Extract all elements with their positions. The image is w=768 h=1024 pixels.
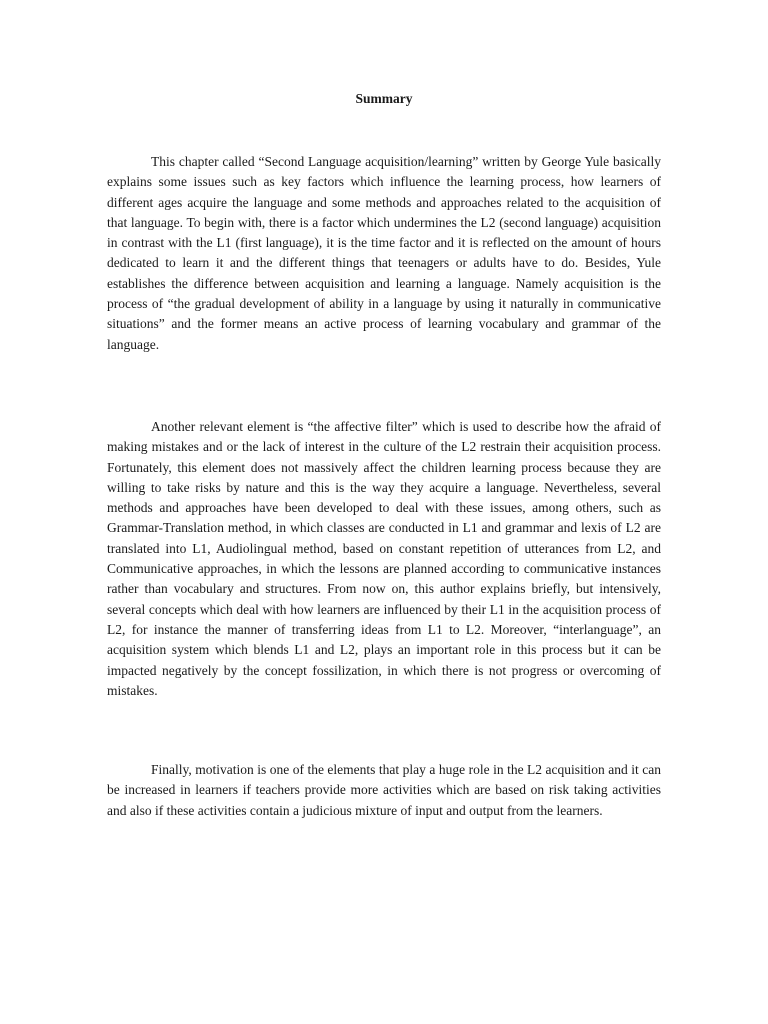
paragraph-affective-filter: Another relevant element is “the affective filter” which is used to describe how the afraid of making mistakes and or the lack of interest in the culture of the L2 restrain their acquisition process. Fortunately, this element does not massively affect the children learning process because they are willing to take risks by nature and this is the way they acquire a language. Nevertheless, several methods and approaches have been developed to deal with these issues, among others, such as Grammar-Translation method, in which classes are conducted in L1 and grammar and lexis of L2 are translated into L1, Audiolingual method, based on constant repetition of utterances from L2, and Communicative approaches, in which the lessons are planned according to communicative instances rather than vocabulary and structures. From now on, this author explains briefly, but intensively, several concepts which deal with how learners are influenced by their L1 in the acquisition process of L2, for instance the manner of transferring ideas from L1 to L2. Moreover, “interlanguage”, an acquisition system which blends L1 and L2, plays an important role in this process but it can be impacted negatively by the concept fossilization, in which there is not progress or overcoming of mistakes.	[107, 419, 661, 698]
paragraph-intro: This chapter called “Second Language acquisition/learning” written by George Yule basically explains some issues such as key factors which influence the learning process, how learners of different ages acquire the language and some methods and approaches related to the acquisition of that language. To begin with, there is a factor which undermines the L2 (second language) acquisition in contrast with the L1 (first language), it is the time factor and it is reflected on the amount of hours dedicated to learn it and the different things that teenagers or adults have to do. Besides, Yule establishes the difference between acquisition and learning a language. Namely acquisition is the process of “the gradual development of ability in a language by using it naturally in communicative situations” and the former means an active process of learning vocabulary and grammar of the language.	[107, 154, 661, 352]
page-title: Summary	[355, 91, 413, 106]
paragraph-motivation: Finally, motivation is one of the elements that play a huge role in the L2 acquisition and it can be increased in learners if teachers provide more activities which are based on risk taking activities and also if these activities contain a judicious mixture of input and output from the learners.	[107, 762, 661, 818]
